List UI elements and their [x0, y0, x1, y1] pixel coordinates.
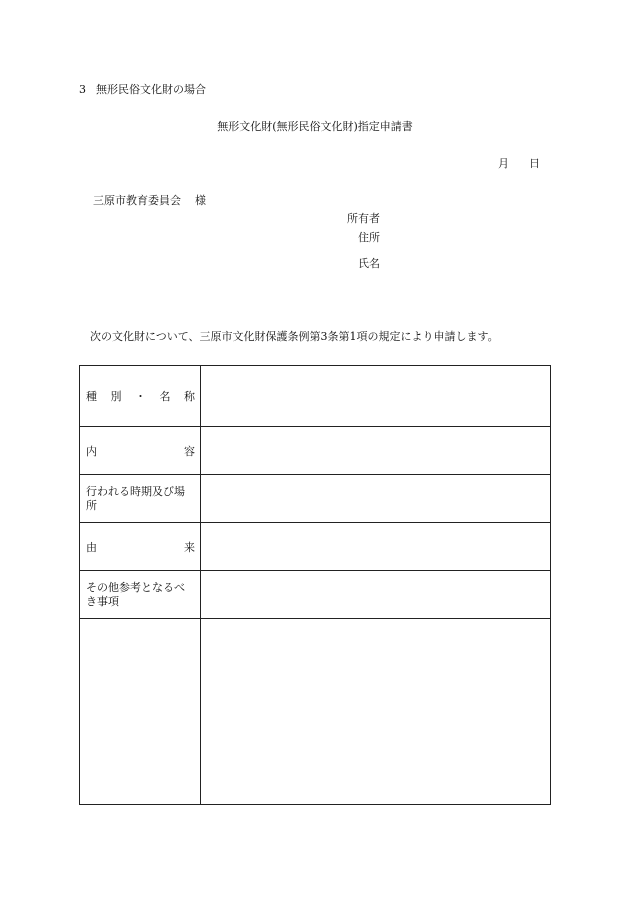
date-line: [498, 157, 540, 171]
table-row: [80, 366, 551, 427]
recipient: [93, 194, 206, 208]
section-heading: [79, 83, 206, 97]
recipient-honorific: 様: [195, 194, 206, 207]
address-label: 住所: [358, 231, 380, 244]
content-label: 内 容: [80, 427, 201, 475]
table-row: [80, 619, 551, 805]
content-field[interactable]: [201, 427, 551, 475]
owner-label: 所有者: [347, 212, 380, 225]
section-number: 3: [79, 83, 86, 96]
table-row: [80, 427, 551, 475]
blank-field[interactable]: [201, 619, 551, 805]
section-title: 無形民俗文化財の場合: [96, 83, 206, 96]
other-reference-field[interactable]: [201, 571, 551, 619]
time-place-label: 行われる時期及び場所: [80, 475, 201, 523]
type-name-label: 種 別 ・ 名 称: [80, 366, 201, 427]
name-label: 氏名: [358, 257, 380, 270]
recipient-name: 三原市教育委員会: [93, 194, 181, 207]
application-table: [79, 365, 551, 805]
table-row: [80, 523, 551, 571]
request-text: 次の文化財について、三原市文化財保護条例第3条第1項の規定により申請します。: [90, 330, 499, 343]
table-row: [80, 571, 551, 619]
table-row: [80, 475, 551, 523]
origin-label: 由 来: [80, 523, 201, 571]
month-label: 月: [498, 157, 509, 170]
blank-label-cell: [80, 619, 201, 805]
day-label: 日: [529, 157, 540, 170]
type-name-field[interactable]: [201, 366, 551, 427]
origin-field[interactable]: [201, 523, 551, 571]
form-title: 無形文化財(無形民俗文化財)指定申請書: [217, 120, 413, 133]
other-reference-label: その他参考となるべき事項: [80, 571, 201, 619]
time-place-field[interactable]: [201, 475, 551, 523]
